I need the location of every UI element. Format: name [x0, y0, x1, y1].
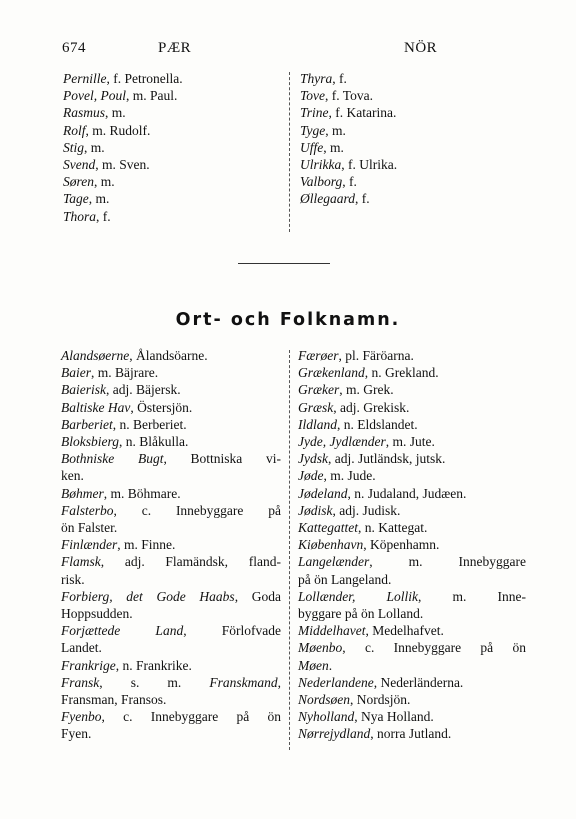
entry-translation: , n. Grekland. [364, 365, 439, 381]
bottom-left-column [61, 347, 281, 743]
entry-line [298, 485, 526, 502]
entry-term: Barberiet [61, 416, 113, 432]
column-divider [289, 350, 290, 750]
entry-line [298, 536, 526, 553]
entry-line [298, 399, 526, 416]
entry-term: Franskmand [209, 674, 278, 690]
entry-translation: , adj. Bäjersk. [106, 382, 181, 398]
entry-line [61, 381, 281, 398]
entry-line [300, 87, 520, 104]
entry-term: Nørrejydland [298, 726, 371, 742]
entry-translation: , norra Jutland. [370, 726, 452, 742]
entry-line [61, 364, 281, 381]
bottom-right-column [298, 347, 526, 743]
entry-line [63, 87, 273, 104]
entry-term: Kiøbenhavn [298, 537, 364, 553]
entry-translation: , m. [84, 139, 105, 155]
entry-line [63, 139, 273, 156]
entry-term: Rasmus [63, 105, 106, 121]
entry-line [61, 467, 281, 484]
entry-line [61, 674, 281, 691]
entry-term: Pernille [63, 71, 107, 86]
entry-line [298, 364, 526, 381]
entry-translation: , c. Innebyggare på ön [101, 709, 281, 725]
entry-translation: , pl. Färöarna. [338, 348, 414, 363]
entry-term: Bothniske Bugt [61, 451, 164, 467]
entry-term: Jødisk [298, 502, 333, 518]
entry-translation: , m. Jude. [323, 468, 376, 484]
entry-translation: , Nya Holland. [354, 709, 434, 725]
entry-line [298, 553, 526, 570]
entry-term: Færøer [298, 348, 339, 363]
entry-translation: , Medelhafvet. [365, 623, 444, 639]
entry-translation: , f. [332, 71, 347, 86]
entry-translation: , f. [96, 208, 111, 224]
entry-line [298, 450, 526, 467]
entry-translation: , m. Jute. [385, 434, 435, 450]
page-number: 674 [62, 40, 86, 56]
entry-term: Trine [300, 105, 329, 121]
entry-line [298, 381, 526, 398]
entry-translation: Hoppsudden. [61, 606, 133, 622]
section-title: Ort- och Folknamn. [175, 310, 401, 330]
entry-term: Baltiske Hav [61, 399, 131, 415]
entry-line [61, 502, 281, 519]
entry-translation: , f. [342, 174, 357, 190]
entry-translation: , f. Katarina. [328, 105, 397, 121]
entry-term: Lollænder, Lollik [298, 588, 419, 604]
entry-line [63, 190, 273, 207]
entry-translation: , n. Kattegat. [358, 520, 428, 536]
entry-term: Tove [300, 88, 326, 104]
entry-line [298, 605, 526, 622]
entry-translation: , n. Berberiet. [112, 416, 187, 432]
entry-line [63, 173, 273, 190]
entry-translation: ken. [61, 468, 84, 484]
entry-term: Flamsk [61, 554, 101, 570]
entry-line [61, 725, 281, 742]
entry-term: Middelhavet [298, 623, 366, 639]
entry-translation: Fyen. [61, 726, 92, 742]
entry-term: Frankrige [61, 657, 116, 673]
entry-translation: byggare på ön Lolland. [298, 606, 424, 622]
entry-term: Ulrikka [300, 157, 342, 173]
entry-line [298, 347, 526, 364]
header-left-word: PÆR [158, 40, 192, 56]
entry-line [298, 708, 526, 725]
entry-translation: , c. Innebyggare på [113, 502, 281, 518]
entry-line [61, 605, 281, 622]
entry-translation: på ön Langeland. [298, 571, 392, 587]
entry-line [298, 725, 526, 742]
entry-translation: , s. m. [99, 674, 210, 690]
entry-term: Græsk [298, 399, 334, 415]
entry-term: Jøde [298, 468, 324, 484]
entry-translation: , adj. Judisk. [332, 502, 401, 518]
entry-line [61, 553, 281, 570]
entry-translation: , m. Inne- [418, 588, 526, 604]
entry-term: Bloksbierg [61, 434, 119, 450]
entry-term: Stig [63, 139, 85, 155]
entry-translation: , m. Rudolf. [85, 122, 151, 138]
entry-term: Povel, Poul [63, 88, 126, 104]
entry-translation: , n. Blåkulla. [119, 434, 189, 450]
entry-term: Bøhmer [61, 485, 104, 501]
entry-line [61, 519, 281, 536]
entry-term: Forbierg, det Gode Haabs [61, 588, 235, 604]
entry-line [300, 139, 520, 156]
entry-line [63, 70, 273, 87]
entry-translation: , n. Frankrike. [115, 657, 192, 673]
entry-term: Møen [298, 657, 329, 673]
entry-term: Thyra [300, 71, 333, 86]
entry-line [63, 208, 273, 225]
entry-line [61, 622, 281, 639]
entry-line [298, 416, 526, 433]
entry-translation: , Ålandsöarne. [129, 348, 208, 363]
entry-line [63, 104, 273, 121]
entry-line [298, 639, 526, 656]
entry-line [298, 657, 526, 674]
entry-translation: , f. Ulrika. [341, 157, 398, 173]
entry-line [298, 571, 526, 588]
entry-translation: . [328, 657, 333, 673]
entry-term: Baier [61, 365, 91, 381]
entry-line [61, 691, 281, 708]
entry-line [298, 674, 526, 691]
entry-line [300, 70, 520, 87]
entry-line [61, 416, 281, 433]
entry-line [298, 502, 526, 519]
entry-translation: , m. Paul. [125, 88, 178, 104]
entry-translation: , m. [105, 105, 126, 121]
entry-term: Thora [63, 208, 97, 224]
entry-translation: , Bottniska vi- [163, 451, 282, 467]
entry-term: Ildland [298, 416, 337, 432]
entry-line [63, 122, 273, 139]
entry-translation: , m. Sven. [95, 157, 150, 173]
entry-line [61, 536, 281, 553]
entry-term: Møenbo [298, 640, 343, 656]
entry-line [61, 639, 281, 656]
entry-translation: , Nordsjön. [350, 692, 411, 708]
header-right-word: NÖR [404, 40, 438, 56]
entry-term: Nordsøen [298, 692, 351, 708]
entry-line [300, 173, 520, 190]
entry-term: Finlænder [61, 537, 118, 553]
entry-term: Baierisk [61, 382, 106, 398]
entry-term: Fyenbo [61, 709, 102, 725]
entry-term: Langelænder [298, 554, 370, 570]
column-divider [289, 72, 290, 232]
entry-line [298, 622, 526, 639]
entry-line [61, 588, 281, 605]
entry-term: Alandsøerne [61, 348, 130, 363]
entry-term: Svend [63, 157, 96, 173]
entry-term: Kattegattet [298, 520, 358, 536]
entry-translation: ön Falster. [61, 520, 118, 536]
entry-term: Jødeland [298, 485, 348, 501]
entry-line [61, 450, 281, 467]
entry-line [61, 657, 281, 674]
entry-translation: , n. Judaland, Judæen. [347, 485, 467, 501]
entry-translation: , c. Innebyggare på ön [342, 640, 526, 656]
entry-translation: , Förlofvade [183, 623, 282, 639]
entry-line [298, 588, 526, 605]
entry-line [61, 347, 281, 364]
entry-line [300, 190, 520, 207]
entry-line [298, 691, 526, 708]
entry-translation: , m. Innebyggare [369, 554, 526, 570]
entry-line [61, 399, 281, 416]
entry-term: Tage [63, 191, 89, 207]
entry-line [298, 519, 526, 536]
entry-term: Tyge [300, 122, 326, 138]
entry-term: Øllegaard [300, 191, 355, 207]
entry-translation: , n. Eldslandet. [337, 416, 418, 432]
section-rule [238, 263, 330, 264]
entry-term: Nederlandene [298, 674, 374, 690]
entry-term: Rolf [63, 122, 86, 138]
entry-translation: , f. [355, 191, 370, 207]
entry-translation: , m. Bäjrare. [91, 365, 159, 381]
entry-term: Nyholland [298, 709, 355, 725]
entry-term: Græker [298, 382, 340, 398]
entry-line [61, 708, 281, 725]
entry-line [61, 571, 281, 588]
entry-translation: , Östersjön. [130, 399, 193, 415]
entry-translation: , f. Tova. [325, 88, 373, 104]
entry-term: Fransk [61, 674, 100, 690]
entry-term: Valborg [300, 174, 343, 190]
entry-translation: , adj. Grekisk. [333, 399, 410, 415]
entry-term: Falsterbo [61, 502, 114, 518]
entry-term: Forjættede Land [61, 623, 184, 639]
entry-term: Jydsk [298, 451, 328, 467]
entry-line [63, 156, 273, 173]
entry-translation: , f. Petronella. [106, 71, 183, 86]
entry-translation: , m. [94, 174, 115, 190]
entry-translation: , [277, 674, 281, 690]
entry-translation: , m. Böhmare. [103, 485, 181, 501]
entry-translation: , Nederländerna. [373, 674, 464, 690]
entry-term: Uffe [300, 139, 324, 155]
entry-translation: Landet. [61, 640, 102, 656]
top-right-column [300, 70, 520, 208]
entry-term: Jyde, Jydlænder [298, 434, 386, 450]
entry-term: Grækenland [298, 365, 365, 381]
entry-translation: , Goda [234, 588, 281, 604]
entry-line [298, 467, 526, 484]
entry-translation: , m. [323, 139, 344, 155]
entry-line [300, 122, 520, 139]
entry-translation: , m. [325, 122, 346, 138]
entry-translation: , m. [88, 191, 110, 207]
entry-translation: risk. [61, 571, 85, 587]
entry-translation: , m. Grek. [339, 382, 394, 398]
entry-line [61, 485, 281, 502]
entry-line [300, 104, 520, 121]
entry-translation: , adj. Flamändsk, fland- [100, 554, 281, 570]
entry-line [298, 433, 526, 450]
top-left-column [63, 70, 273, 225]
entry-term: Søren [63, 174, 94, 190]
entry-translation: , m. Finne. [117, 537, 176, 553]
entry-line [300, 156, 520, 173]
entry-translation: Fransman, Fransos. [61, 692, 167, 708]
entry-line [61, 433, 281, 450]
entry-translation: , adj. Jutländsk, jutsk. [327, 451, 446, 467]
entry-translation: , Köpenhamn. [363, 537, 440, 553]
